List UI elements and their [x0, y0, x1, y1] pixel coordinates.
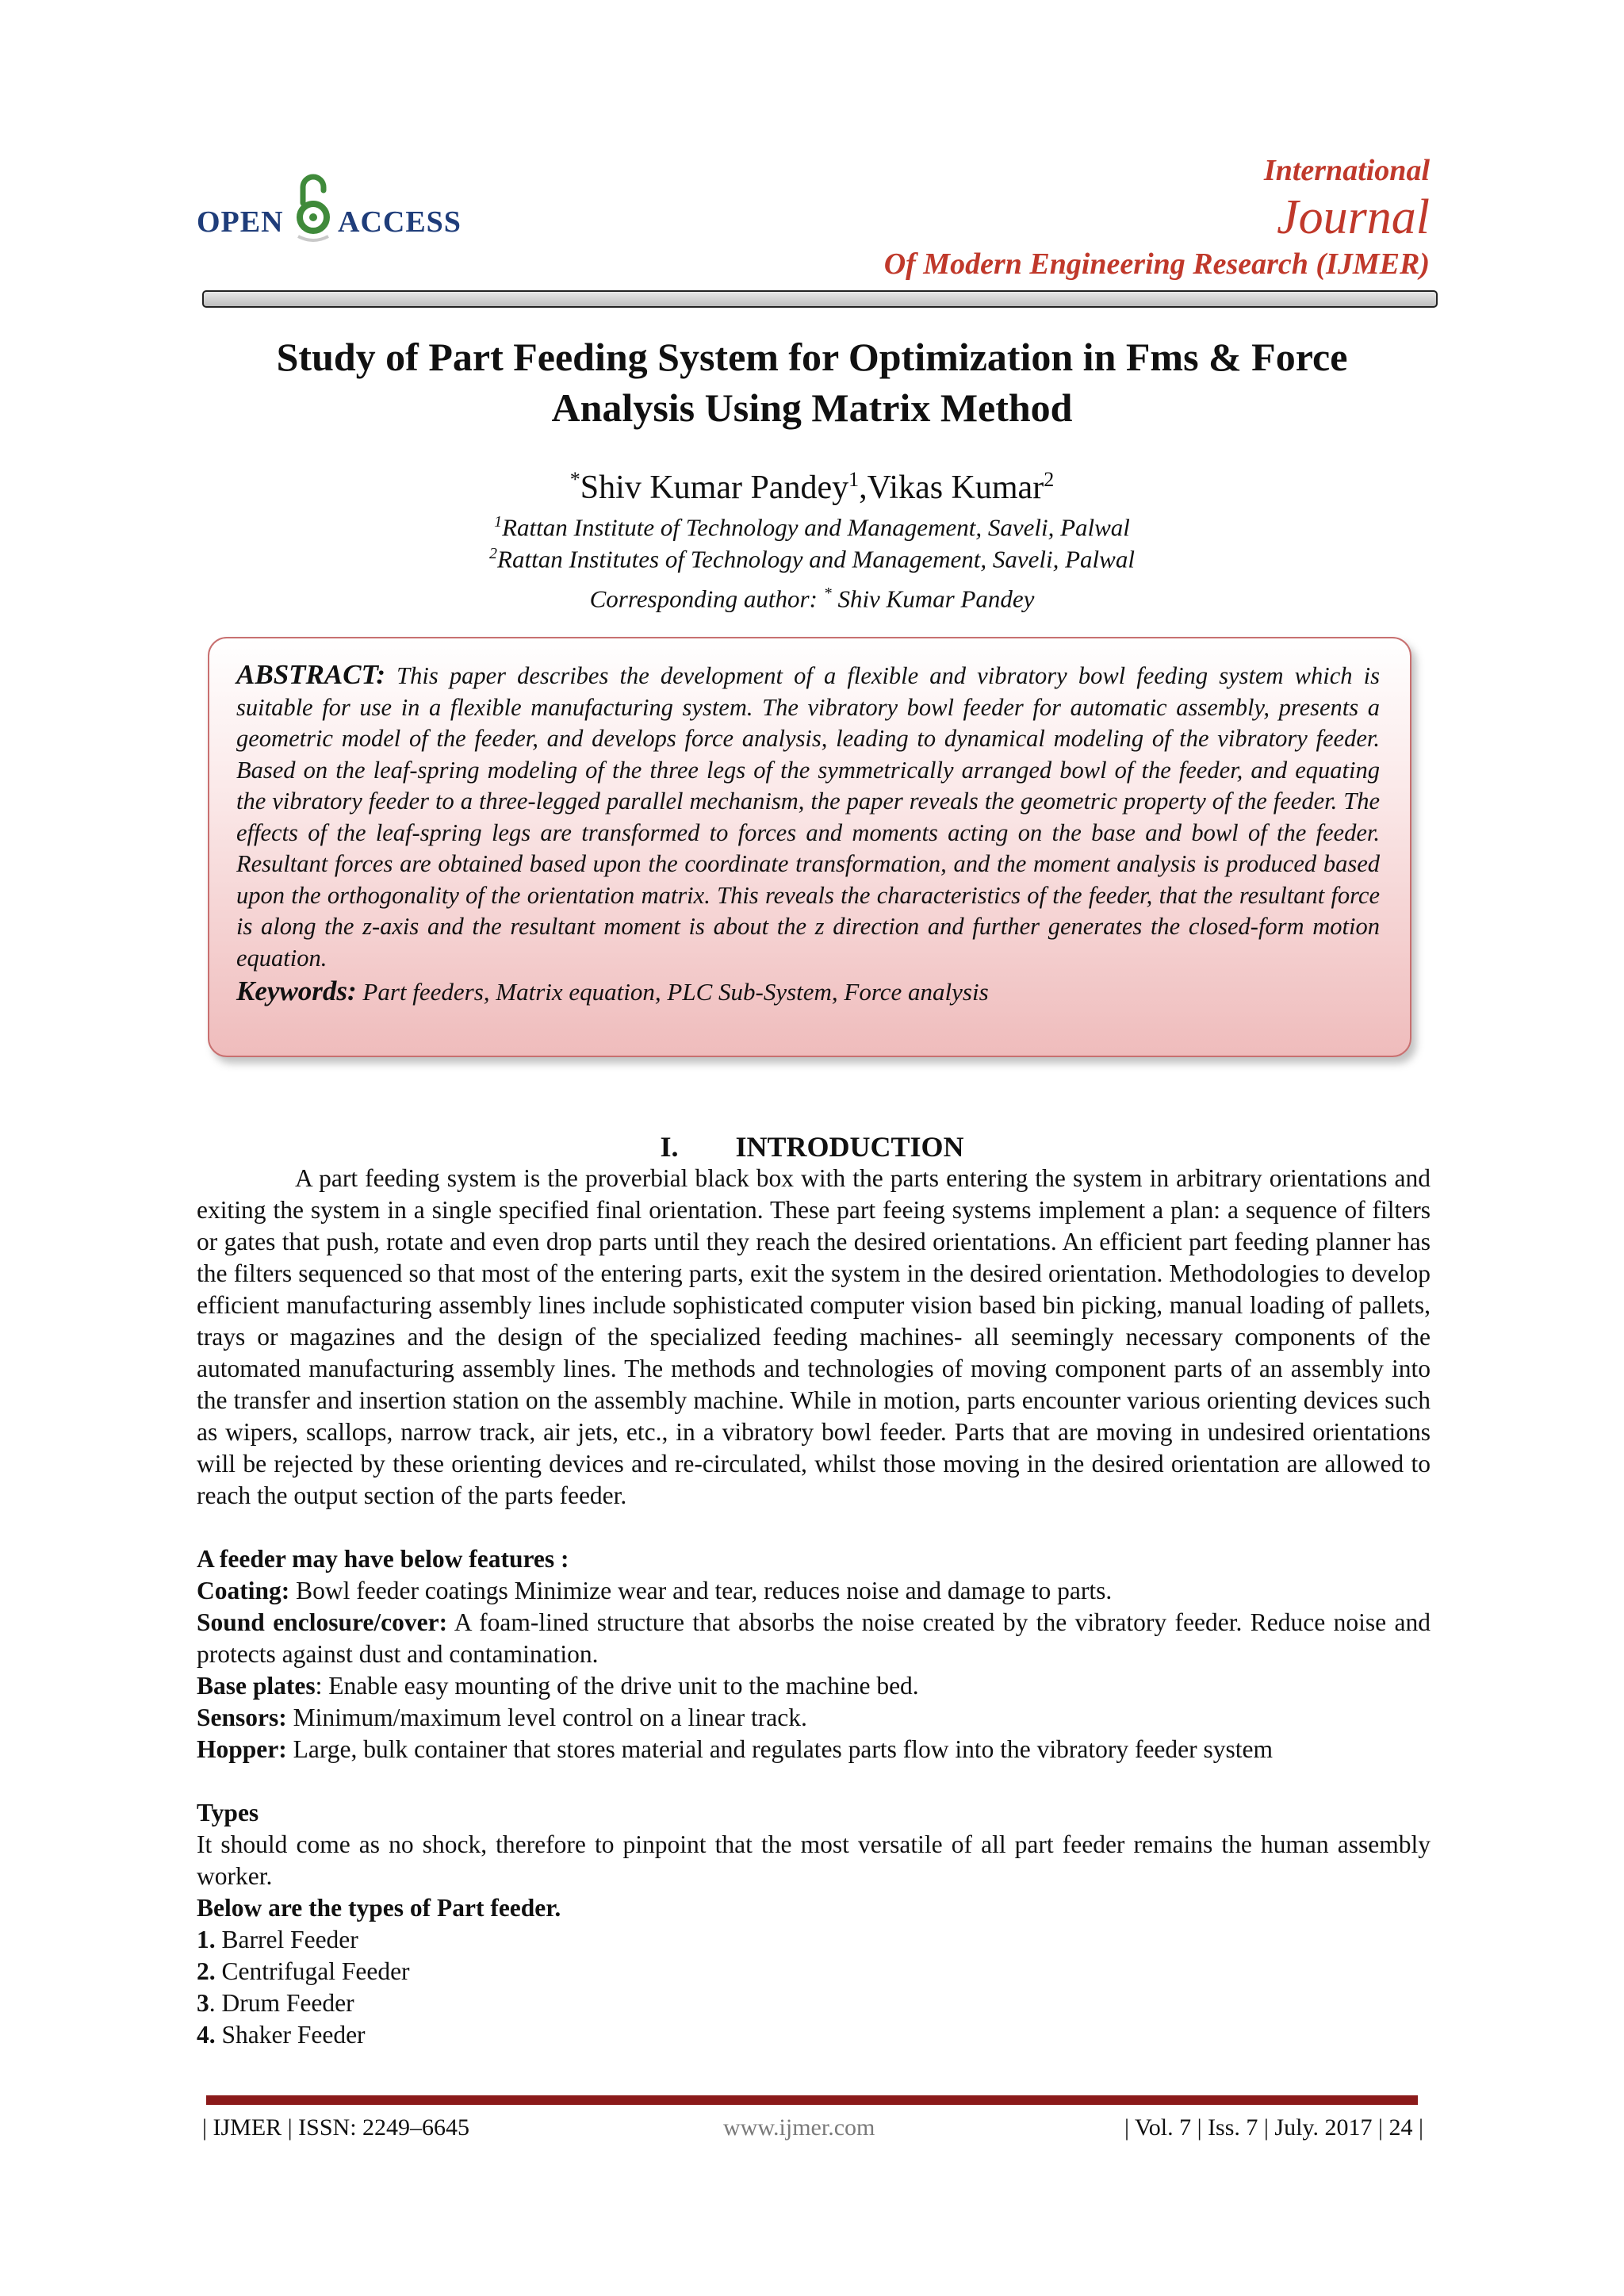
feature-text: Minimum/maximum level control on a linear track.	[286, 1704, 807, 1731]
list-text: Shaker Feeder	[215, 2021, 366, 2049]
author-2-sup: 2	[1044, 468, 1055, 491]
journal-line-1: International	[1263, 154, 1430, 187]
list-number: 4.	[197, 2021, 216, 2049]
feature-text: Large, bulk container that stores material and regulates parts flow into the vibratory feeder system	[286, 1735, 1274, 1763]
open-access-right: ACCESS	[338, 205, 462, 239]
title-line-1: Study of Part Feeding System for Optimization in Fms & Force	[276, 335, 1348, 379]
feature-item	[197, 1670, 1431, 1702]
list-item	[197, 1987, 1431, 2019]
list-number: 3	[197, 1989, 209, 2017]
feature-item	[197, 1734, 1431, 1765]
corresponding-author	[159, 577, 1465, 615]
feature-item	[197, 1575, 1431, 1607]
feature-item	[197, 1607, 1431, 1670]
author-1-mark: *	[569, 468, 580, 491]
feature-label: Base plates	[197, 1672, 316, 1700]
types-text: It should come as no shock, therefore to pinpoint that the most versatile of all part feeder remains the human assembly worker.	[197, 1830, 1431, 1890]
intro-paragraph: A part feeding system is the proverbial black box with the parts entering the system in arbitrary orientations and exiting the system in a single specified final orientation. These part feeing systems implement a plan: a sequence of filters or gates that push, rotate and even drop parts until they reach the desired orientations. An efficient part feeding planner has the filters sequenced so that most of the entering parts, exit the system in the desired orientation. Methodologies to develop efficient manufacturing assembly lines include sophisticated computer vision based bin picking, manual loading of pallets, trays or magazines and the design of the specialized feeding machines- all seemingly necessary components of the automated manufacturing assembly lines. The methods and technologies of moving component parts of an assembly into the transfer and insertion station on the assembly machine. While in motion, parts encounter various orienting devices such as wipers, scallops, narrow track, air jets, etc., in a vibratory bowl feeder. Parts that are moving in undesired orientations will be rejected by these orienting devices and re-circulated, whilst those moving in the desired orientation are allowed to reach the output section of the parts feeder.	[197, 1164, 1431, 1509]
abstract	[236, 659, 1380, 974]
list-text: Centrifugal Feeder	[215, 1957, 410, 1985]
corresponding-name: Shiv Kumar Pandey	[837, 585, 1035, 613]
affiliation-1-sup: 1	[494, 513, 503, 531]
open-access-left: OPEN	[197, 205, 284, 239]
footer-volume-page: | Vol. 7 | Iss. 7 | July. 2017 | 24 |	[1124, 2114, 1423, 2141]
list-number: 1.	[197, 1926, 216, 1953]
author-separator: ,	[859, 470, 868, 506]
author-1-sup: 1	[848, 468, 860, 491]
list-item	[197, 2019, 1431, 2051]
keywords-text: Part feeders, Matrix equation, PLC Sub-System, Force analysis	[362, 978, 989, 1006]
features-heading: A feeder may have below features :	[197, 1545, 569, 1573]
journal-brand	[884, 152, 1430, 282]
feature-text: Bowl feeder coatings Minimize wear and tear, reduces noise and damage to parts.	[289, 1577, 1113, 1604]
abstract-label: ABSTRACT:	[236, 659, 386, 690]
author-list	[159, 458, 1465, 509]
corresponding-label: Corresponding author:	[589, 585, 818, 613]
footer-website-link[interactable]: www.ijmer.com	[723, 2114, 875, 2141]
feature-label: Sound enclosure/cover:	[197, 1608, 448, 1636]
title-line-2: Analysis Using Matrix Method	[551, 385, 1073, 430]
abstract-text: This paper describes the development of a flexible and vibratory bowl feeding system which is suitable for use in a flexible manufacturing system. The vibratory bowl feeder for automatic assembly, presents a geometric model of the feeder, and develops force analysis, leading to dynamical modeling of the vibratory feeder. Based on the leaf-spring modeling of the three legs of the symmetrically arranged bowl of the feeder, and equating the vibratory feeder to a three-legged parallel mechanism, the paper reveals the geometric property of the feeder. The effects of the leaf-spring legs are transformed to forces and moments acting on the base and bowl of the feeder. Resultant forces are obtained based upon the coordinate transformation, and the moment analysis is produced based upon the orthogonality of the orientation matrix. This reveals the characteristics of the feeder, that the resultant force is along the z-axis and the resultant moment is about the z direction and further generates the closed-form motion equation.	[236, 662, 1380, 972]
list-text: Barrel Feeder	[215, 1926, 358, 1953]
abstract-box	[208, 637, 1411, 1057]
feature-text: A foam-lined structure that absorbs the noise created by the vibratory feeder. Reduce noise and protects against dust and contamination.	[197, 1608, 1431, 1668]
feature-label: Coating:	[197, 1577, 290, 1604]
feature-item	[197, 1702, 1431, 1734]
open-access-lock-icon	[295, 168, 331, 244]
feature-label: Hopper:	[197, 1735, 287, 1763]
feature-label: Sensors:	[197, 1704, 287, 1731]
section-number: I.	[660, 1131, 679, 1163]
list-item	[197, 1956, 1431, 1987]
header-divider	[202, 290, 1438, 308]
footer-issn: | IJMER | ISSN: 2249–6645	[202, 2114, 470, 2141]
types-list-heading: Below are the types of Part feeder.	[197, 1894, 561, 1922]
footer-divider	[206, 2095, 1418, 2105]
affiliation-1-text: Rattan Institute of Technology and Management, Saveli, Palwal	[502, 513, 1130, 542]
author-2-name: Vikas Kumar	[867, 470, 1044, 506]
affiliation-2-sup: 2	[489, 545, 498, 562]
affiliation-2	[159, 538, 1465, 575]
keywords-label: Keywords:	[236, 976, 357, 1006]
corresponding-mark: *	[823, 585, 832, 602]
journal-line-2: Journal	[1277, 190, 1430, 244]
section-heading-introduction	[159, 1129, 1465, 1164]
journal-line-3: Of Modern Engineering Research (IJMER)	[883, 247, 1430, 281]
section-title: INTRODUCTION	[735, 1131, 964, 1163]
list-item	[197, 1924, 1431, 1956]
paper-title	[159, 332, 1465, 433]
author-1-name: Shiv Kumar Pandey	[580, 470, 849, 506]
body-text	[197, 1163, 1431, 2051]
list-number: 2.	[197, 1957, 216, 1985]
keywords	[236, 976, 1380, 1008]
list-text: . Drum Feeder	[209, 1989, 354, 2017]
types-heading: Types	[197, 1799, 259, 1826]
affiliation-2-text: Rattan Institutes of Technology and Management, Saveli, Palwal	[497, 545, 1135, 573]
feature-text: : Enable easy mounting of the drive unit to the machine bed.	[315, 1672, 919, 1700]
